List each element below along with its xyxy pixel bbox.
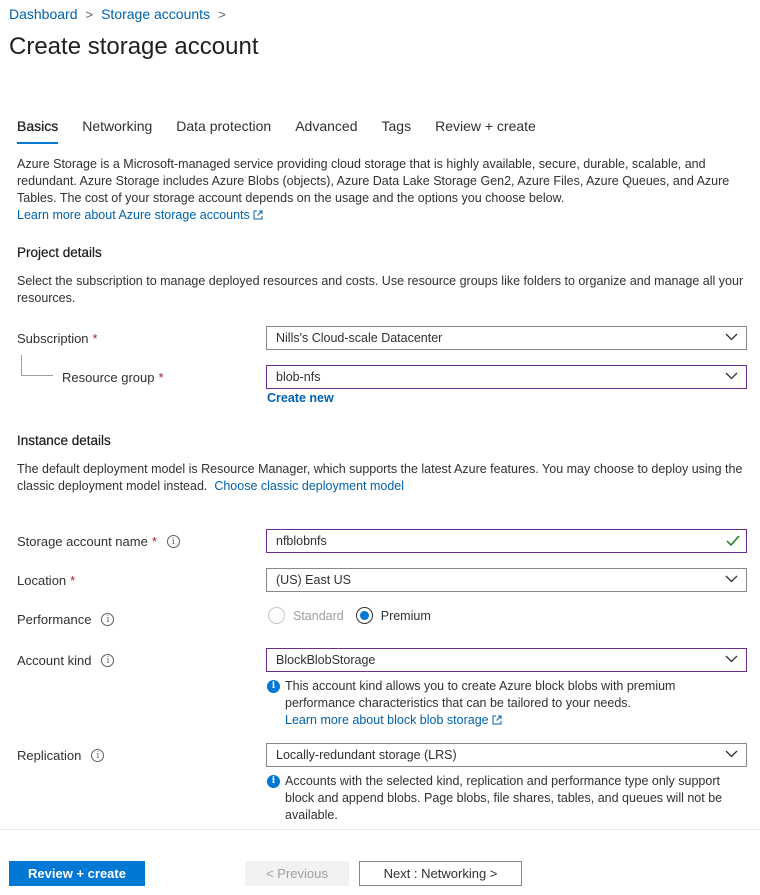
storage-account-name-input[interactable]: [266, 529, 747, 553]
account-kind-value: BlockBlobStorage: [276, 653, 376, 667]
external-link-icon: [492, 715, 502, 725]
review-create-button[interactable]: Review + create: [9, 861, 145, 886]
resource-group-label: Resource group *: [62, 370, 164, 385]
tab-basics[interactable]: Basics: [17, 118, 58, 144]
chevron-down-icon: [725, 575, 738, 583]
learn-more-storage-link[interactable]: Learn more about Azure storage accounts: [17, 208, 263, 222]
breadcrumb-dashboard[interactable]: Dashboard: [9, 6, 78, 22]
replication-label: Replication i: [17, 748, 104, 763]
chevron-down-icon: [725, 655, 738, 663]
tab-review-create[interactable]: Review + create: [435, 118, 536, 134]
create-new-resource-group-link[interactable]: Create new: [267, 391, 334, 405]
chevron-down-icon: [725, 372, 738, 380]
breadcrumb-storage-accounts[interactable]: Storage accounts: [101, 6, 211, 22]
location-label: Location *: [17, 573, 76, 588]
intro-description: [17, 156, 747, 224]
tree-connector: [21, 355, 53, 376]
learn-more-block-blob-link[interactable]: Learn more about block blob storage: [285, 713, 502, 727]
performance-radio-group: [268, 607, 443, 624]
account-kind-label: Account kind i: [17, 653, 114, 668]
location-value: (US) East US: [276, 573, 352, 587]
replication-dropdown[interactable]: [266, 743, 747, 767]
account-kind-info: i This account kind allows you to create Azure block blobs with premium performance characteristics that can be tailored to your needs. Learn more about block blob storage: [266, 678, 736, 729]
checkmark-icon: [726, 535, 740, 547]
subscription-dropdown[interactable]: [266, 326, 747, 350]
intro-text: Azure Storage is a Microsoft-managed service providing cloud storage that is highly available, secure, durable, scalable, and redundant. Azure Storage includes Azure Blobs (objects), Azure Data Lake Storage Gen2, Azure Files, Azure Queues, and Azure Tables. The cost of your storage account depends on the usage and the options you choose below.: [17, 157, 730, 205]
project-details-heading: Project details: [17, 245, 102, 260]
tab-data-protection[interactable]: Data protection: [176, 118, 272, 134]
radio-circle: [268, 607, 285, 624]
storage-account-name-value: nfblobnfs: [276, 534, 327, 548]
classic-deployment-link[interactable]: Choose classic deployment model: [214, 479, 405, 493]
resource-group-value: blob-nfs: [276, 370, 321, 384]
performance-premium-radio[interactable]: Premium: [356, 607, 431, 624]
replication-info: i Accounts with the selected kind, replication and performance type only support block and append blobs. Page blobs, file shares, tables, and queues will not be available.: [266, 773, 736, 824]
info-icon[interactable]: i: [101, 654, 114, 667]
info-icon[interactable]: i: [167, 535, 180, 548]
next-networking-button[interactable]: Next : Networking >: [359, 861, 522, 886]
project-details-description: Select the subscription to manage deployed resources and costs. Use resource groups like folders to organize and manage all your resources.: [17, 274, 744, 305]
info-filled-icon: i: [267, 775, 280, 788]
breadcrumb-separator: >: [218, 6, 226, 22]
chevron-down-icon: [725, 750, 738, 758]
subscription-value: Nills's Cloud-scale Datacenter: [276, 331, 443, 345]
breadcrumb-separator: >: [85, 6, 94, 22]
breadcrumb: [9, 6, 234, 22]
required-marker: *: [92, 331, 98, 346]
required-marker: *: [70, 573, 76, 588]
subscription-label: Subscription *: [17, 331, 98, 346]
previous-button[interactable]: < Previous: [245, 861, 349, 886]
page-title: Create storage account: [9, 33, 259, 60]
external-link-icon: [253, 210, 263, 220]
tab-bar: [17, 118, 560, 144]
info-filled-icon: i: [267, 680, 280, 693]
instance-details-heading: Instance details: [17, 433, 111, 448]
tab-tags[interactable]: Tags: [381, 118, 412, 134]
required-marker: *: [151, 534, 157, 549]
location-dropdown[interactable]: [266, 568, 747, 592]
tab-networking[interactable]: Networking: [82, 118, 153, 134]
footer-divider: [0, 829, 760, 830]
tab-advanced[interactable]: Advanced: [295, 118, 358, 134]
account-kind-dropdown[interactable]: [266, 648, 747, 672]
required-marker: *: [158, 370, 164, 385]
info-icon[interactable]: i: [91, 749, 104, 762]
info-icon[interactable]: i: [101, 613, 114, 626]
performance-label: Performance i: [17, 612, 114, 627]
radio-circle: [356, 607, 373, 624]
replication-value: Locally-redundant storage (LRS): [276, 748, 457, 762]
instance-details-description: The default deployment model is Resource Manager, which supports the latest Azure features. You may choose to deploy using the classic deployment model instead. Choose classic deployment model: [17, 462, 743, 493]
performance-standard-radio[interactable]: Standard: [268, 607, 344, 624]
storage-account-name-label: Storage account name * i: [17, 534, 180, 549]
resource-group-dropdown[interactable]: [266, 365, 747, 389]
chevron-down-icon: [725, 333, 738, 341]
